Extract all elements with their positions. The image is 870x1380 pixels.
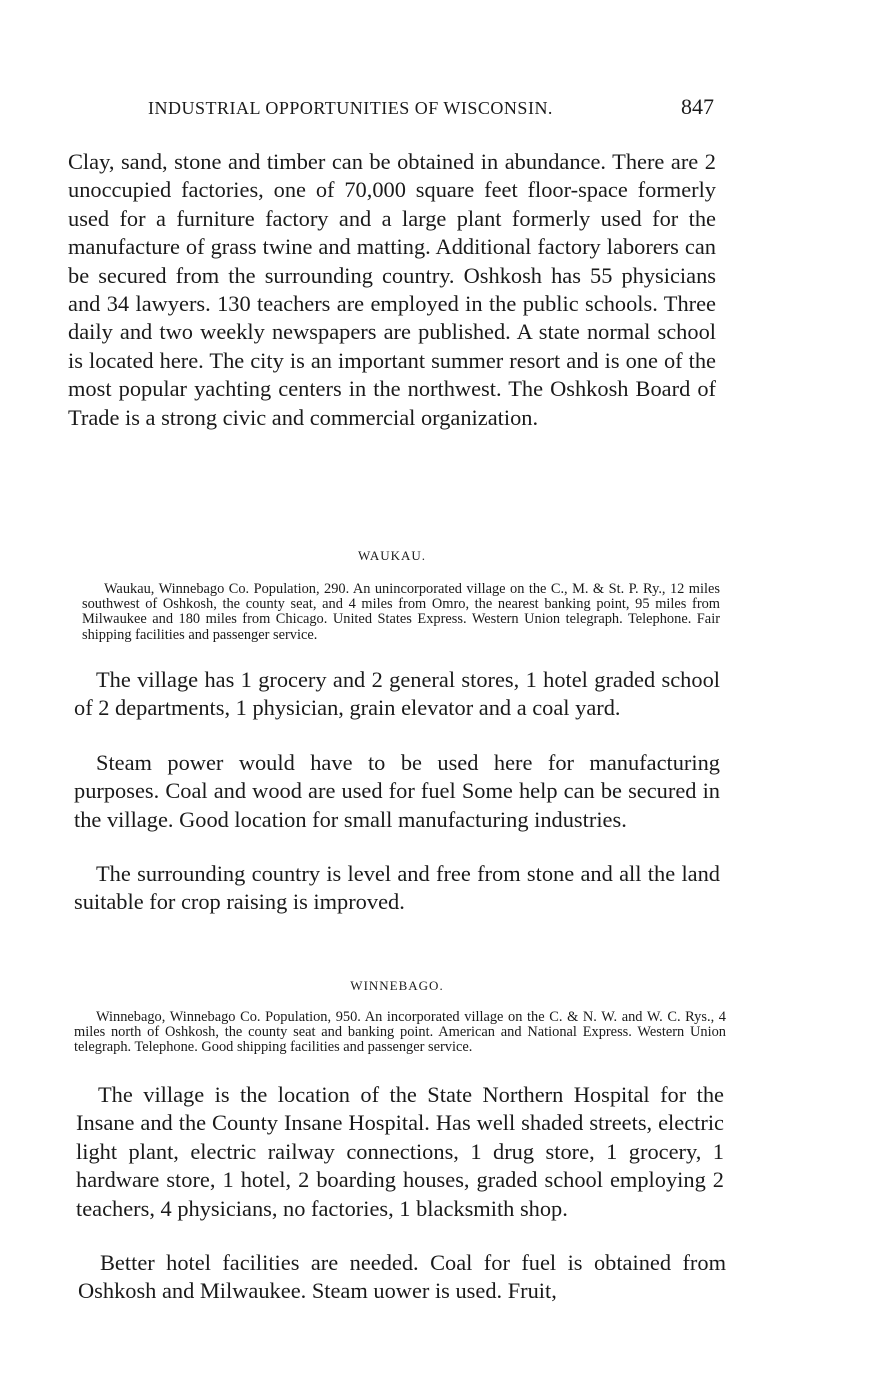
page-header <box>148 96 714 124</box>
winnebago-paragraph: Better hotel facilities are needed. Coal for fuel is obtained from Oshkosh and Milwaukee. Steam uower is used. Fruit, <box>78 1250 726 1304</box>
waukau-paragraph: The surrounding country is level and free from stone and all the land suitable for crop raising is improved. <box>74 861 720 915</box>
intro-paragraph: Clay, sand, stone and timber can be obtained in abundance. There are 2 unoccupied factories, one of 70,000 square feet floor-space formerly used for a furniture factory and a large plant formerly used for the manufacture of grass twine and matting. Additional factory laborers can be secured from the surrounding country. Oshkosh has 55 physicians and 34 lawyers. 130 teachers are employed in the public schools. Three daily and two weekly newspapers are published. A state normal school is located here. The city is an important summer resort and is one of the most popular yachting centers in the northwest. The Oshkosh Board of Trade is a strong civic and commercial organization. <box>68 149 716 430</box>
winnebago-summary: Winnebago, Winnebago Co. Population, 950. An incorporated village on the C. & N. W. and W. C. Rys., 4 miles north of Oshkosh, the county seat and banking point. American and National Express. Western Union telegraph. Telephone. Good shipping facilities and passenger service. <box>74 1009 726 1056</box>
waukau-paragraph: Steam power would have to be used here for manufacturing purposes. Coal and wood are used for fuel Some help can be secured in the village. Good location for small manufacturing industries. <box>74 750 720 832</box>
waukau-summary: Waukau, Winnebago Co. Population, 290. An unincorporated village on the C., M. & St. P. Ry., 12 miles southwest of Oshkosh, the county seat, and 4 miles from Omro, the nearest banking point, 95 miles from Milwaukee and 180 miles from Chicago. United States Express. Western Union telegraph. Telephone. Fair shipping facilities and passenger service. <box>82 581 720 643</box>
section-heading-winnebago: WINNEBAGO. <box>350 978 444 993</box>
winnebago-paragraph: The village is the location of the State Northern Hospital for the Insane and the County Insane Hospital. Has well shaded streets, electric light plant, electric railway connections, 1 drug store, 1 grocery, 1 hardware store, 1 hotel, 2 boarding houses, graded school employing 2 teachers, 4 physicians, no factories, 1 blacksmith shop. <box>76 1082 724 1221</box>
waukau-paragraph: The village has 1 grocery and 2 general stores, 1 hotel graded school of 2 departments, 1 physician, grain elevator and a coal yard. <box>74 667 720 721</box>
running-title: INDUSTRIAL OPPORTUNITIES OF WISCONSIN. <box>148 98 553 118</box>
page-number: 847 <box>681 94 714 119</box>
section-heading-waukau: WAUKAU. <box>357 548 427 563</box>
